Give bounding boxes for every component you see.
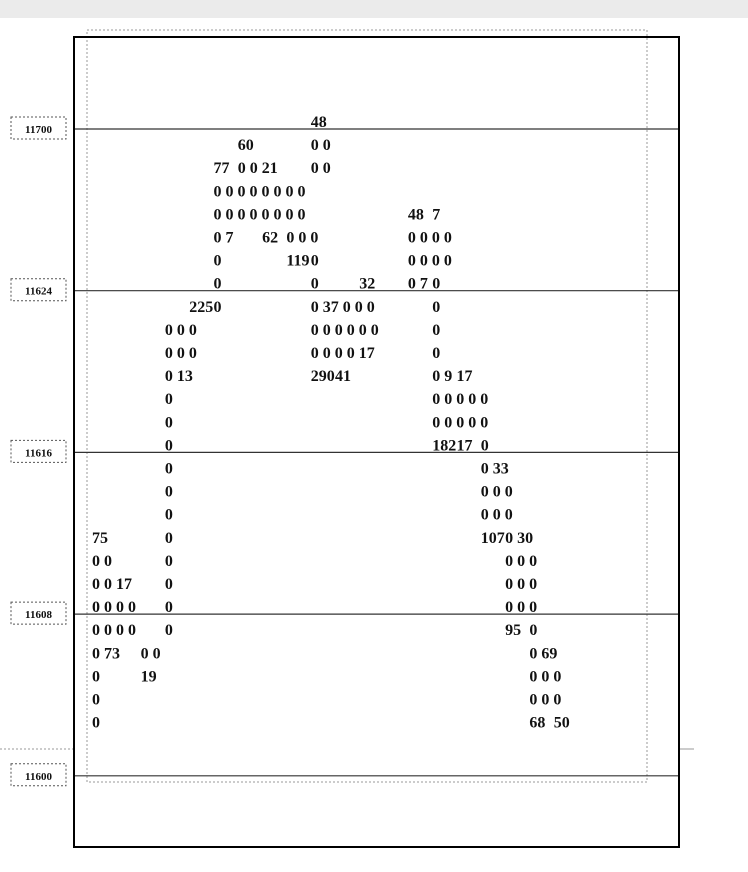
pf-cell: 0 [432,321,441,339]
pf-cell: 0 [213,275,222,293]
pf-cell: 77 [213,160,230,178]
pf-cell: 0 [164,414,173,432]
pf-cell: 0 [432,275,441,293]
pf-cell: 48 [407,206,424,224]
pf-cell: 0 13 [164,368,193,386]
pf-cell: 0 [432,298,441,316]
pf-cell: 0 0 0 [505,576,538,593]
pf-cell: 17 [456,368,473,386]
pf-cell: 0 0 0 [505,552,538,570]
pf-cell: 0 0 0 0 [92,599,136,617]
pf-cell: 182 [432,437,457,455]
y-tick-label: 11700 [25,124,52,136]
pf-cell: 0 0 0 0 0 [432,391,489,409]
pf-cell: 0 [92,714,100,732]
pf-cell: 0 [164,506,173,524]
pf-cell: 0 [164,460,173,478]
pf-cell: 41 [335,368,351,386]
pf-cell: 0 7 [213,229,234,247]
pf-cell: 32 [359,275,376,293]
pf-cell: 0 0 0 [480,506,513,524]
pf-cell: 68 [529,714,546,732]
pf-cell: 0 [432,345,441,362]
pf-cell: 0 [164,599,173,617]
pf-cell: 0 0 0 [505,599,538,617]
y-tick-label: 11600 [25,770,52,783]
pf-cell: 62 [262,229,279,247]
pf-cell: 0 0 0 0 17 [310,345,375,362]
y-tick-label: 11624 [25,285,52,298]
pf-cell: 119 [286,252,310,270]
y-tick-label: 11616 [25,447,52,460]
pf-cell: 0 0 0 [480,483,513,501]
pf-cell: 7 [432,206,441,224]
y-axis-ticks [11,117,66,786]
pf-cell: 0 [164,576,173,593]
pf-cell: 60 [237,137,254,155]
pf-cell: 0 [164,552,173,570]
pf-cell: 0 0 0 [286,229,319,247]
pf-cell: 0 [92,691,100,709]
pf-cell: 0 [480,437,489,455]
pf-cell: 0 7 [407,275,428,293]
pf-cell: 0 0 0 0 0 0 0 0 [213,206,306,224]
pf-cell: 0 0 0 [529,691,562,709]
pf-cell: 0 0 0 [164,321,197,339]
pf-cell: 0 [310,275,319,293]
pf-cell: 0 [213,252,222,270]
pf-cell: 107 [480,529,505,547]
pf-cell: 0 33 [480,460,509,478]
pf-cell: 0 69 [529,645,558,663]
y-tick-label: 11608 [25,609,52,622]
point-figure-cells [92,114,570,732]
pf-cell: 0 37 0 0 0 [310,298,375,316]
pf-cell: 0 [213,298,222,316]
pf-cell: 0 0 [310,160,331,178]
pf-cell: 0 0 0 [164,345,197,362]
pf-cell: 0 0 0 0 [407,229,452,247]
pf-cell: 0 0 0 0 0 [432,414,489,432]
pf-cell: 0 0 [140,645,161,663]
pf-cell: 0 0 0 0 0 0 0 0 [213,183,306,201]
pf-cell: 0 0 [92,552,112,570]
pf-cell: 0 [164,622,173,640]
pf-cell: 0 [310,252,319,270]
pf-cell: 0 0 0 0 [407,252,452,270]
pf-cell: 0 [92,668,100,686]
pf-cell: 0 [529,622,538,640]
pf-cell: 95 [505,622,522,640]
pf-cell: 0 0 0 0 0 0 [310,321,379,339]
pf-cell: 0 30 [505,529,534,547]
pf-cell: 0 [164,483,173,501]
pf-cell: 0 73 [92,645,120,663]
pf-cell: 0 0 [310,137,331,155]
pf-cell: 0 0 21 [237,160,278,178]
pf-cell: 0 9 [432,368,453,386]
pf-cell: 75 [92,529,108,547]
pf-cell: 19 [140,668,157,686]
pf-cell: 0 [164,437,173,455]
pf-cell: 50 [553,714,570,732]
pf-cell: 0 0 0 [529,668,562,686]
pf-cell: 0 0 17 [92,576,132,593]
pf-cell: 225 [189,298,214,316]
pf-cell: 0 [164,391,173,409]
pf-cell: 17 [456,437,473,455]
pf-cell: 290 [310,368,335,386]
pf-cell: 0 0 0 0 [92,622,136,640]
pf-cell: 0 [164,529,173,547]
pf-cell: 48 [310,114,327,131]
